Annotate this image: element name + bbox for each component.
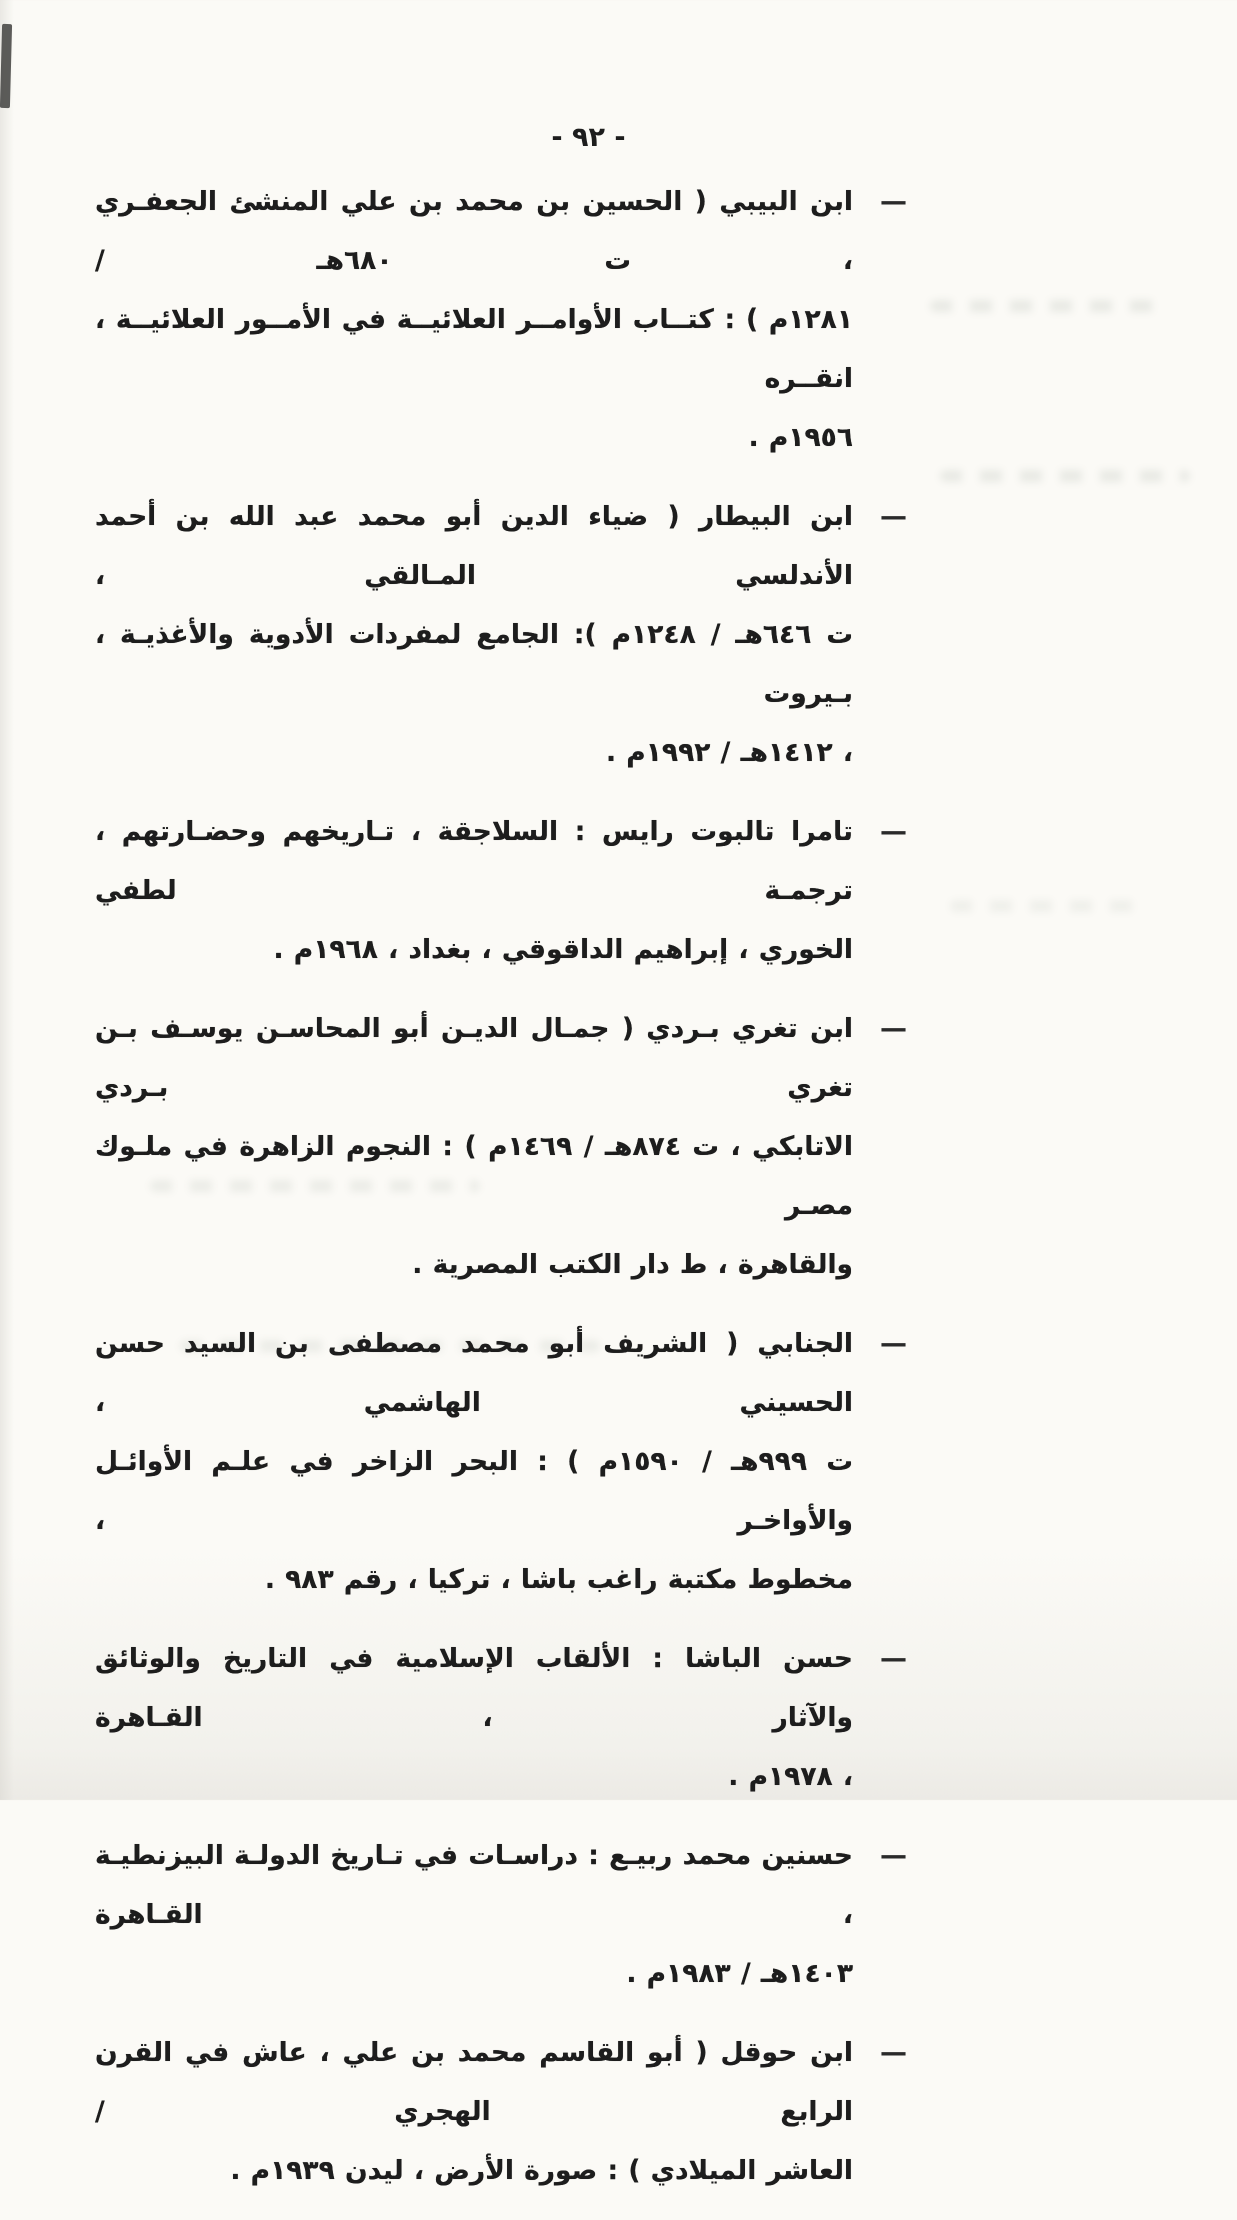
- entry-text: [95, 1629, 853, 1806]
- page-number: - ٩٢ -: [551, 122, 626, 153]
- entry-text: [95, 487, 853, 782]
- entry-dash: —: [880, 1013, 907, 1044]
- bibliography-entry: [95, 2023, 907, 2200]
- bibliography-entry: [95, 802, 907, 979]
- scan-bleed-artifact: [930, 300, 1170, 312]
- entry-text: [95, 172, 853, 467]
- bibliography-list: [95, 172, 907, 2220]
- entry-line: مخطوط مكتبة راغب باشا ، تركيا ، رقم ٩٨٣ .: [264, 1564, 853, 1595]
- entry-dash: —: [880, 1643, 907, 1674]
- entry-line: الاتابكي ، ت ٨٧٤هـ / ١٤٦٩م ) : النجوم الزاهرة في ملـوك مصـر: [95, 1131, 853, 1221]
- entry-line: العاشر الميلادي ) : صورة الأرض ، ليدن ١٩٣٩م .: [230, 2155, 853, 2186]
- entry-dash: —: [880, 186, 907, 217]
- entry-dash: —: [880, 1840, 907, 1871]
- bibliography-entry: [95, 172, 907, 467]
- entry-text: [95, 1314, 853, 1609]
- entry-line: ١٢٨١م ) : كتــاب الأوامــر العلائيــة في الأمــور العلائيــة ، انقــره: [95, 304, 853, 394]
- bibliography-entry: [95, 999, 907, 1294]
- scan-bleed-artifact: [940, 470, 1190, 482]
- entry-dash: —: [880, 1328, 907, 1359]
- entry-line: ١٤٠٣هـ / ١٩٨٣م .: [626, 1958, 853, 1989]
- entry-text: [95, 1826, 853, 2003]
- entry-line: الخوري ، إبراهيم الداقوقي ، بغداد ، ١٩٦٨م .: [273, 934, 853, 965]
- scan-bleed-artifact: [950, 900, 1150, 912]
- bibliography-entry: [95, 1826, 907, 2003]
- entry-dash: —: [880, 2037, 907, 2068]
- entry-line: تامرا تالبوت رايس : السلاجقة ، تـاريخهم وحضـارتهم ، ترجمـة لطفي: [95, 816, 853, 906]
- entry-line: ابن تغري بـردي ( جمـال الديـن أبو المحاسـن يوسـف بـن تغري بـردي: [95, 1013, 853, 1103]
- entry-line: ت ٦٤٦هـ / ١٢٤٨م ): الجامع لمفردات الأدوية والأغذيـة ، بـيروت: [95, 619, 854, 709]
- scan-edge-shadow: [0, 0, 14, 1800]
- entry-line: ابن البيطار ( ضياء الدين أبو محمد عبد الله بن أحمد الأندلسي المـالقي ،: [95, 501, 853, 591]
- entry-line: الجنابي ( الشريف أبو محمد مصطفى بن السيد حسن الحسيني الهاشمي ،: [95, 1328, 853, 1418]
- entry-line: ابن حوقل ( أبو القاسم محمد بن علي ، عاش في القرن الرابع الهجري /: [95, 2037, 853, 2127]
- entry-text: [95, 2023, 853, 2200]
- entry-line: ١٩٥٦م .: [748, 422, 853, 453]
- entry-line: ، ١٤١٢هـ / ١٩٩٢م .: [606, 737, 853, 768]
- entry-line: حسن الباشا : الألقاب الإسلامية في التاريخ والوثائق والآثار ، القـاهرة: [95, 1643, 853, 1733]
- entry-line: حسنين محمد ربيـع : دراسـات في تـاريخ الدولـة البيزنطيـة ، القـاهرة: [95, 1840, 853, 1930]
- entry-dash: —: [880, 816, 907, 847]
- entry-line: ، ١٩٧٨م .: [728, 1761, 853, 1792]
- entry-line: ت ٩٩٩هـ / ١٥٩٠م ) : البحر الزاخر في علـم الأوائـل والأواخـر ،: [95, 1446, 854, 1536]
- entry-line: ابن البيبي ( الحسين بن محمد بن علي المنشئ الجعفـري ، ت ٦٨٠هـ /: [95, 186, 853, 276]
- bibliography-entry: [95, 487, 907, 782]
- entry-line: والقاهرة ، ط دار الكتب المصرية .: [412, 1249, 853, 1280]
- bibliography-entry: [95, 1314, 907, 1609]
- bibliography-entry: [95, 1629, 907, 1806]
- entry-text: [95, 999, 853, 1294]
- entry-text: [95, 802, 853, 979]
- entry-dash: —: [880, 501, 907, 532]
